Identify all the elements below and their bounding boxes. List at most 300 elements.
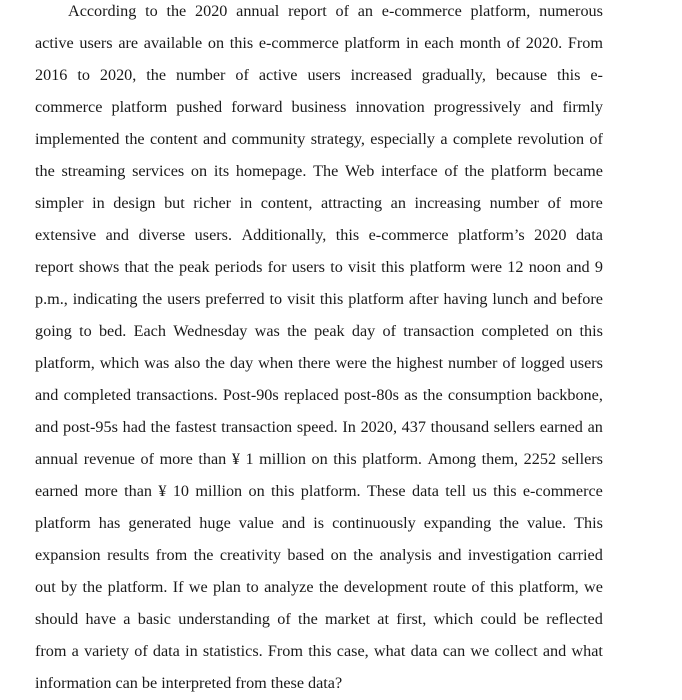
word: the <box>166 2 187 20</box>
word: progressively <box>433 98 521 116</box>
word: commerce <box>35 98 103 116</box>
word: its <box>213 162 230 180</box>
word: when <box>258 354 294 372</box>
word: to <box>145 2 158 20</box>
word: increasing <box>414 194 482 212</box>
word: Each <box>133 322 166 340</box>
word: of <box>506 34 521 52</box>
word: Among <box>427 450 477 468</box>
word: an <box>390 194 406 212</box>
word: this <box>319 290 344 308</box>
word: available <box>143 34 203 52</box>
word: which <box>99 354 140 372</box>
word: and <box>438 546 462 564</box>
word: In <box>342 418 356 436</box>
word: route <box>432 578 467 596</box>
word: users <box>79 34 113 52</box>
word: design <box>113 194 156 212</box>
word: post-95s <box>63 418 118 436</box>
paragraph-line <box>35 155 603 187</box>
word: community <box>231 130 306 148</box>
word: expansion <box>35 546 101 564</box>
word: annual <box>35 450 79 468</box>
word: of <box>140 450 154 468</box>
word: by <box>61 578 78 596</box>
word: in <box>92 194 105 212</box>
word: the <box>150 418 171 436</box>
word: data <box>152 642 180 660</box>
word: richer <box>193 194 232 212</box>
word: users <box>291 258 325 276</box>
word: platform <box>491 162 547 180</box>
word: transaction <box>403 322 475 340</box>
paragraph-line <box>35 443 603 475</box>
paragraph-line <box>35 123 603 155</box>
word: to <box>79 322 92 340</box>
word: and <box>542 642 567 660</box>
word: visit <box>348 258 376 276</box>
word: especially <box>370 130 436 148</box>
word: from <box>235 674 267 692</box>
word: number <box>448 354 498 372</box>
word: what <box>571 642 603 660</box>
word: of <box>444 162 458 180</box>
paragraph-line <box>35 27 603 59</box>
word: e-commerce <box>258 34 339 52</box>
word: and <box>281 514 306 532</box>
word: consumption <box>447 386 532 404</box>
word: this <box>229 34 254 52</box>
word: understanding <box>178 610 270 628</box>
word: the <box>146 66 167 84</box>
word: 10 <box>172 482 189 500</box>
paragraph-line <box>35 251 603 283</box>
word: the <box>124 130 145 148</box>
word: and <box>566 258 590 276</box>
word: this <box>271 482 295 500</box>
word: thousand <box>430 418 490 436</box>
word: highest <box>396 354 444 372</box>
word: value <box>238 514 274 532</box>
word: Additionally, <box>241 226 327 244</box>
word: a <box>71 642 79 660</box>
word: what <box>373 642 406 660</box>
word: the <box>35 162 55 180</box>
word: that <box>124 258 149 276</box>
word: the <box>205 354 225 372</box>
word: in <box>239 194 253 212</box>
word: the <box>298 610 318 628</box>
word: first, <box>396 610 427 628</box>
word: 2252 <box>523 450 557 468</box>
word: the <box>371 354 392 372</box>
word: generated <box>128 514 192 532</box>
word: and <box>105 226 129 244</box>
word: services <box>132 162 185 180</box>
word: pushed <box>176 98 223 116</box>
word: numerous <box>539 2 603 20</box>
word: the <box>193 546 214 564</box>
word: there <box>298 354 331 372</box>
word: tell <box>445 482 466 500</box>
word: and <box>202 130 227 148</box>
word: day <box>351 322 376 340</box>
word: can <box>115 674 138 692</box>
word: platform, <box>35 354 95 372</box>
word: noon <box>528 258 562 276</box>
word: e-commerce <box>522 482 603 500</box>
word: the <box>464 162 485 180</box>
word: platform. <box>362 450 422 468</box>
word: peak <box>179 258 210 276</box>
word: post-80s <box>344 386 399 404</box>
word: 2020, <box>99 66 137 84</box>
word: visit <box>287 290 315 308</box>
body-paragraph <box>35 0 603 699</box>
word: analyze <box>264 578 314 596</box>
word: peak <box>314 322 345 340</box>
word: 2020 <box>195 2 228 20</box>
word: active <box>35 34 74 52</box>
word: replaced <box>283 386 339 404</box>
word: earned <box>35 482 79 500</box>
word: platform <box>111 98 168 116</box>
word: analysis <box>379 546 432 564</box>
word: forward <box>231 98 283 116</box>
word: of <box>502 354 516 372</box>
paragraph-line <box>35 571 603 603</box>
word: earned <box>539 418 583 436</box>
word: in <box>405 34 419 52</box>
word: was <box>144 354 170 372</box>
word: an <box>587 418 603 436</box>
word: also <box>174 354 201 372</box>
word: information <box>35 674 112 692</box>
word: having <box>443 290 488 308</box>
word: the <box>154 258 174 276</box>
paragraph-line <box>35 59 603 91</box>
word: revolution <box>517 130 585 148</box>
word: is <box>313 514 325 532</box>
word: of <box>235 66 249 84</box>
word: this <box>381 258 405 276</box>
word: from <box>35 642 67 660</box>
word: number <box>489 194 540 212</box>
word: more <box>159 450 193 468</box>
paragraph-line <box>35 347 603 379</box>
word: to <box>77 66 90 84</box>
word: this <box>579 322 603 340</box>
word: indicating <box>72 290 138 308</box>
word: day <box>229 354 254 372</box>
word: on <box>330 546 347 564</box>
word: 12 <box>507 258 524 276</box>
word: platform <box>348 290 404 308</box>
word: content <box>149 130 198 148</box>
word: from <box>155 546 188 564</box>
word: more <box>569 194 603 212</box>
paragraph-line <box>35 187 603 219</box>
word: and <box>35 386 59 404</box>
word: than <box>198 450 227 468</box>
word: than <box>124 482 152 500</box>
word: report <box>35 258 74 276</box>
word: on <box>207 34 225 52</box>
word: 1 <box>245 450 254 468</box>
word: the <box>318 578 339 596</box>
word: data <box>411 482 439 500</box>
word: simpler <box>35 194 84 212</box>
word: them, <box>481 450 519 468</box>
word: the <box>82 578 103 596</box>
word: investigation <box>467 546 552 564</box>
word: this <box>335 226 360 244</box>
word: of <box>589 130 603 148</box>
word: on <box>190 162 208 180</box>
word: million <box>259 450 306 468</box>
word: Web <box>345 162 375 180</box>
word: sellers <box>493 418 536 436</box>
document-page <box>35 0 603 699</box>
word: report <box>288 2 327 20</box>
word: on <box>556 322 573 340</box>
word: a <box>123 610 131 628</box>
word: going <box>35 322 72 340</box>
word: creativity <box>219 546 281 564</box>
word: p.m., <box>35 290 68 308</box>
word: the <box>422 386 443 404</box>
paragraph-line <box>35 475 603 507</box>
word: this <box>490 578 514 596</box>
word: basic <box>137 610 171 628</box>
paragraph-line <box>35 411 603 443</box>
word: on <box>248 482 265 500</box>
paragraph-line <box>35 0 603 27</box>
word: From <box>567 34 603 52</box>
word: have <box>85 610 117 628</box>
word: 2020 <box>534 226 567 244</box>
word: 2016 <box>35 66 68 84</box>
word: the <box>287 322 307 340</box>
word: in <box>185 642 198 660</box>
word: has <box>98 514 121 532</box>
paragraph-line <box>35 507 603 539</box>
word: an <box>357 2 374 20</box>
word: gradually, <box>421 66 486 84</box>
word: and <box>530 98 554 116</box>
word: ¥ <box>158 482 167 500</box>
word: Wednesday <box>173 322 248 340</box>
word: results <box>107 546 150 564</box>
word: ¥ <box>231 450 240 468</box>
word: to <box>246 578 259 596</box>
word: revenue <box>83 450 135 468</box>
word: after <box>408 290 439 308</box>
word: 437 <box>401 418 426 436</box>
word: complete <box>452 130 513 148</box>
word: platform, <box>470 2 531 20</box>
word: annual <box>236 2 280 20</box>
word: innovation <box>355 98 425 116</box>
word: 2020. <box>525 34 563 52</box>
word: these <box>270 674 305 692</box>
word: which <box>433 610 474 628</box>
word: million <box>195 482 243 500</box>
word: The <box>313 162 339 180</box>
word: users. <box>194 226 232 244</box>
word: platform, <box>518 578 579 596</box>
word: diverse <box>138 226 186 244</box>
word: speed. <box>296 418 338 436</box>
word: but <box>164 194 185 212</box>
word: sellers <box>561 450 603 468</box>
word: strategy, <box>310 130 365 148</box>
word: huge <box>199 514 231 532</box>
word: because <box>495 66 548 84</box>
word: more <box>84 482 118 500</box>
word: we <box>188 578 208 596</box>
word: platform <box>344 34 401 52</box>
word: and <box>35 418 59 436</box>
word: transaction <box>221 418 293 436</box>
word: carried <box>557 546 603 564</box>
word: be <box>523 610 539 628</box>
word: the <box>499 514 519 532</box>
word: platform. <box>107 578 168 596</box>
word: of <box>277 610 291 628</box>
word: of <box>547 194 562 212</box>
word: to <box>269 290 283 308</box>
paragraph-line <box>35 635 603 667</box>
word: were <box>470 258 503 276</box>
paragraph-line <box>35 539 603 571</box>
word: interpreted <box>161 674 232 692</box>
word: expanding <box>423 514 492 532</box>
word: users <box>307 66 341 84</box>
word: we <box>470 642 490 660</box>
paragraph-line <box>35 379 603 411</box>
word: e-commerce <box>368 226 449 244</box>
word: month <box>459 34 501 52</box>
word: platform <box>35 514 91 532</box>
word: platform. <box>300 482 361 500</box>
word: data? <box>308 674 343 692</box>
word: 9 <box>594 258 603 276</box>
word: for <box>267 258 287 276</box>
word: preferred <box>205 290 265 308</box>
word: If <box>172 578 184 596</box>
word: were <box>335 354 367 372</box>
word: users <box>167 290 201 308</box>
paragraph-line <box>35 667 603 699</box>
word: variety <box>84 642 130 660</box>
paragraph-line <box>35 603 603 635</box>
paragraph-line <box>35 315 603 347</box>
word: had <box>122 418 146 436</box>
word: and <box>533 290 557 308</box>
word: us <box>472 482 487 500</box>
word: platform <box>409 258 466 276</box>
word: extensive <box>35 226 97 244</box>
paragraph-line <box>35 219 603 251</box>
word: of <box>471 578 485 596</box>
word: periods <box>214 258 263 276</box>
word: data <box>410 642 438 660</box>
word: number <box>175 66 226 84</box>
word: e-commerce <box>381 2 462 20</box>
word: fastest <box>175 418 217 436</box>
word: transactions. <box>136 386 218 404</box>
word: These <box>366 482 406 500</box>
word: case, <box>336 642 369 660</box>
word: out <box>35 578 56 596</box>
word: This <box>574 514 603 532</box>
word: should <box>35 610 79 628</box>
word: of <box>335 2 349 20</box>
paragraph-line <box>35 283 603 315</box>
word: bed. <box>98 322 127 340</box>
word: e- <box>590 66 603 84</box>
word: before <box>561 290 603 308</box>
word: this <box>493 482 517 500</box>
word: reflected <box>546 610 603 628</box>
word: we <box>584 578 603 596</box>
word: firmly <box>562 98 603 116</box>
word: 2020, <box>360 418 397 436</box>
word: data <box>575 226 603 244</box>
word: each <box>424 34 454 52</box>
word: logged <box>520 354 565 372</box>
word: completed <box>63 386 132 404</box>
word: completed <box>481 322 549 340</box>
word: was <box>254 322 280 340</box>
word: From <box>267 642 303 660</box>
word: as <box>404 386 418 404</box>
word: this <box>308 642 332 660</box>
word: are <box>118 34 139 52</box>
word: platform’s <box>458 226 525 244</box>
word: lunch <box>492 290 529 308</box>
word: the <box>353 546 374 564</box>
word: of <box>382 322 396 340</box>
word: can <box>442 642 466 660</box>
word: homepage. <box>235 162 307 180</box>
word: content, <box>260 194 313 212</box>
word: plan <box>212 578 241 596</box>
word: collect <box>494 642 538 660</box>
word: the <box>142 290 163 308</box>
word: at <box>377 610 389 628</box>
word: increased <box>350 66 412 84</box>
word: implemented <box>35 130 120 148</box>
word: Post-90s <box>222 386 279 404</box>
word: business <box>291 98 347 116</box>
word: development <box>343 578 428 596</box>
word: a <box>440 130 448 148</box>
word: of <box>134 642 148 660</box>
word: According <box>68 2 137 20</box>
word: this <box>333 450 357 468</box>
word: on <box>311 450 328 468</box>
word: statistics. <box>202 642 263 660</box>
word: to <box>330 258 343 276</box>
word: this <box>557 66 581 84</box>
word: be <box>141 674 158 692</box>
word: streaming <box>61 162 126 180</box>
word: continuously <box>332 514 416 532</box>
word: active <box>258 66 298 84</box>
word: users <box>569 354 603 372</box>
